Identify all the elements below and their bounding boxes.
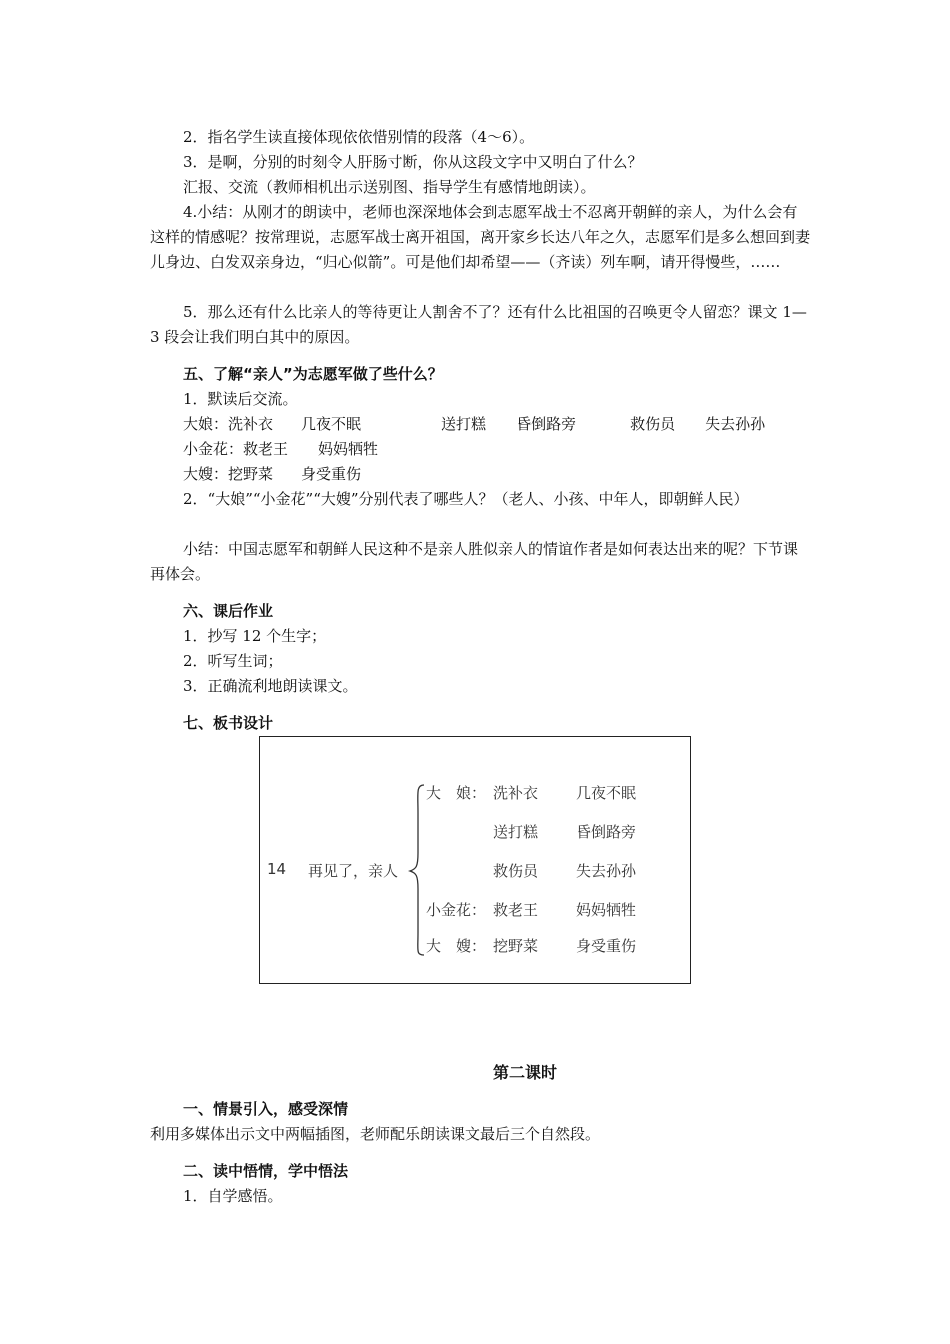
dasao-line	[183, 462, 843, 487]
list-item: 送打糕	[441, 415, 487, 433]
board-deed: 几夜不眠	[576, 784, 637, 802]
section7-heading: 七、板书设计	[183, 714, 274, 732]
list-item: 昏倒路旁	[516, 415, 577, 433]
list-item: 洗补衣	[228, 415, 274, 433]
homework-item: 3．正确流利地朗读课文。	[183, 677, 358, 695]
board-deed: 送打糕	[493, 823, 539, 841]
brace-icon	[408, 783, 428, 958]
list-item: 救伤员	[630, 415, 676, 433]
lesson2-s2-heading: 二、读中悟情，学中悟法	[183, 1162, 349, 1180]
board-deed: 身受重伤	[576, 937, 637, 955]
section5-heading: 五、了解“亲人”为志愿军做了些什么？	[183, 365, 443, 383]
lesson1-item2: 2．指名学生读直接体现依依惜别情的段落（4～6）。	[183, 128, 535, 146]
board-deed: 救伤员	[493, 862, 539, 880]
list-item: 几夜不眠	[301, 415, 362, 433]
section5-summary: 小结：中国志愿军和朝鲜人民这种不是亲人胜似亲人的情谊作者是如何表达出来的呢？下节课再体会。	[150, 540, 799, 583]
list-item: 挖野菜	[228, 465, 274, 483]
list-item: 失去孙孙	[705, 415, 766, 433]
lesson1-item4-summary: 4.小结：从刚才的朗读中，老师也深深地体会到志愿军战士不忍离开朝鲜的亲人，为什么会有这样的情感呢？按常理说，志愿军战士离开祖国，离开家乡长达八年之久，志愿军们是多么想回到妻儿身边、白发双亲身边，“归心似箭”。可是他们却希望——（齐读）列车啊，请开得慢些，……	[150, 203, 811, 271]
xiaojinhua-label: 小金花：	[183, 440, 244, 458]
homework-item: 2．听写生词；	[183, 652, 283, 670]
board-who: 小金花：	[426, 901, 487, 919]
board-deed: 妈妈牺牲	[576, 901, 637, 919]
list-item: 妈妈牺牲	[318, 440, 379, 458]
list-item: 救老王	[243, 440, 289, 458]
board-deed: 挖野菜	[493, 937, 539, 955]
daniang-line	[183, 412, 843, 437]
board-lesson-number: 14	[267, 860, 287, 878]
lesson2-title: 第二课时	[492, 1063, 557, 1082]
board-who: 大 娘：	[426, 784, 487, 802]
list-item: 身受重伤	[301, 465, 362, 483]
section5-item1: 1．默读后交流。	[183, 390, 298, 408]
homework-item: 1．抄写 12 个生字；	[183, 627, 327, 645]
board-deed: 昏倒路旁	[576, 823, 637, 841]
board-deed: 洗补衣	[493, 784, 539, 802]
section6-heading: 六、课后作业	[183, 602, 274, 620]
board-who: 大 嫂：	[426, 937, 487, 955]
board-deed: 失去孙孙	[576, 862, 637, 880]
daniang-label: 大娘：	[183, 415, 229, 433]
xiaojinhua-line	[183, 437, 843, 462]
lesson2-s2-item1: 1．自学感悟。	[183, 1187, 283, 1205]
section5-item2: 2．“大娘”“小金花”“大嫂”分别代表了哪些人？（老人、小孩、中年人，即朝鲜人民）	[183, 490, 749, 508]
lesson2-s1-text: 利用多媒体出示文中两幅插图，老师配乐朗读课文最后三个自然段。	[150, 1125, 601, 1143]
dasao-label: 大嫂：	[183, 465, 229, 483]
board-lesson-title: 再见了，亲人	[308, 862, 399, 880]
lesson2-s1-heading: 一、情景引入，感受深情	[183, 1100, 349, 1118]
lesson1-item5: 5．那么还有什么比亲人的等待更让人割舍不了？还有什么比祖国的召唤更令人留恋？课文 1—3 段会让我们明白其中的原因。	[150, 303, 807, 346]
board-deed: 救老王	[493, 901, 539, 919]
lesson1-item3: 3．是啊，分别的时刻令人肝肠寸断，你从这段文字中又明白了什么？	[183, 153, 643, 171]
blackboard-design	[259, 736, 691, 984]
lesson1-item3-report: 汇报、交流（教师相机出示送别图、指导学生有感情地朗读）。	[183, 178, 596, 196]
